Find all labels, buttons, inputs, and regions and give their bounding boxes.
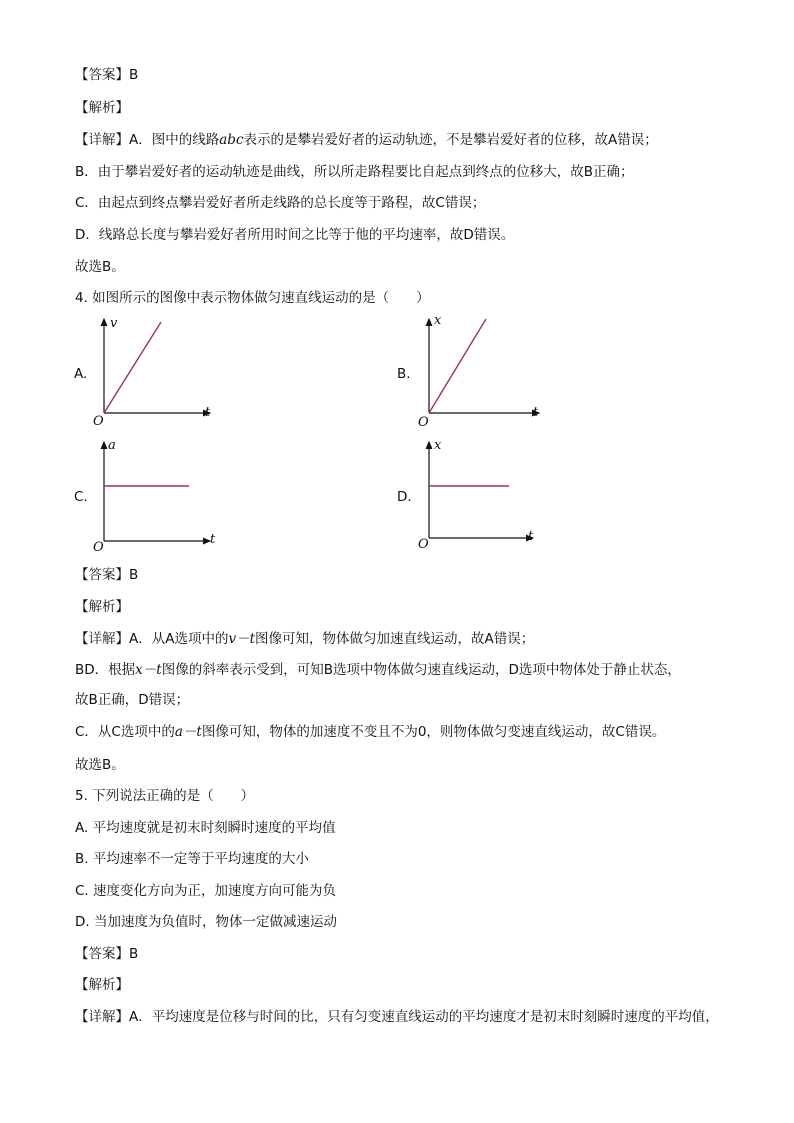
q4-d-y-label: x bbox=[434, 438, 442, 453]
q5-question: 5. 下列说法正确的是（ ） bbox=[75, 788, 255, 804]
q3-detail-a-prefix: 【详解】A．图中的线路 bbox=[75, 132, 220, 148]
a-t-graph bbox=[90, 438, 240, 558]
q4-detail-bd-cont: 故B正确，D错误； bbox=[75, 692, 190, 708]
x-t-graph bbox=[415, 315, 565, 435]
v-t-graph bbox=[90, 315, 240, 435]
q4-option-c-graph bbox=[90, 438, 240, 558]
q4-detail-bd bbox=[75, 661, 681, 679]
q5-answer: 【答案】B bbox=[75, 946, 139, 962]
x-t-line bbox=[429, 319, 486, 413]
q4-detail-c bbox=[75, 723, 665, 741]
x-t-graph-d bbox=[415, 438, 565, 558]
v-t-line bbox=[104, 322, 161, 413]
q4-conclusion: 故选B。 bbox=[75, 757, 125, 773]
q4-b-y-label: x bbox=[434, 313, 442, 328]
q4-option-a-graph bbox=[90, 315, 240, 435]
q5-analysis-heading: 【解析】 bbox=[75, 977, 129, 993]
q4-analysis-heading: 【解析】 bbox=[75, 599, 129, 615]
q5-option-b: B. 平均速率不一定等于平均速度的大小 bbox=[75, 851, 309, 867]
q4-d-x-label: t bbox=[528, 529, 534, 544]
q4-c-x-label: t bbox=[210, 532, 216, 547]
q4-detail-c-prefix: C．从C选项中的 bbox=[75, 724, 175, 740]
q3-analysis-heading: 【解析】 bbox=[75, 100, 129, 116]
q5-option-c: C. 速度变化方向为正，加速度方向可能为负 bbox=[75, 883, 337, 899]
q4-option-c-label: C. bbox=[74, 489, 88, 505]
q4-d-origin: O bbox=[418, 537, 429, 552]
q4-detail-a-math: v－t bbox=[228, 631, 256, 647]
q4-c-y-label: a bbox=[108, 438, 116, 453]
q4-detail-c-math: a－t bbox=[174, 724, 202, 740]
q3-answer: 【答案】B bbox=[75, 67, 139, 83]
q3-detail-d: D．线路总长度与攀岩爱好者所用时间之比等于他的平均速率，故D错误。 bbox=[75, 227, 515, 243]
q3-detail-a bbox=[75, 131, 658, 149]
q4-detail-c-suffix: 图像可知，物体的加速度不变且不为0，则物体做匀变速直线运动，故C错误。 bbox=[201, 724, 666, 740]
q3-detail-b: B．由于攀岩爱好者的运动轨迹是曲线，所以所走路程要比自起点到终点的位移大，故B正确； bbox=[75, 164, 634, 180]
q4-option-d-label: D. bbox=[397, 489, 412, 505]
q4-c-origin: O bbox=[93, 540, 104, 555]
q4-option-b-label: B. bbox=[397, 366, 411, 382]
q4-b-origin: O bbox=[418, 415, 429, 430]
q4-option-b-graph bbox=[415, 315, 565, 435]
q4-option-d-graph bbox=[415, 438, 565, 558]
q4-detail-a bbox=[75, 630, 534, 648]
q4-question: 4. 如图所示的图像中表示物体做匀速直线运动的是（ ） bbox=[75, 290, 430, 306]
q4-detail-bd-prefix: BD．根据 bbox=[75, 662, 136, 678]
q3-conclusion: 故选B。 bbox=[75, 259, 125, 275]
q5-option-d: D. 当加速度为负值时，物体一定做减速运动 bbox=[75, 914, 337, 930]
q5-detail-a: 【详解】A．平均速度是位移与时间的比，只有匀变速直线运动的平均速度才是初末时刻瞬时速度的平均值， bbox=[75, 1009, 719, 1025]
q4-detail-bd-math: x－t bbox=[135, 662, 162, 678]
q4-detail-bd-suffix: 图像的斜率表示受到，可知B选项中物体做匀速直线运动，D选项中物体处于静止状态， bbox=[161, 662, 681, 678]
q4-a-x-label: t bbox=[205, 405, 211, 420]
q5-option-a: A. 平均速度就是初末时刻瞬时速度的平均值 bbox=[75, 820, 336, 836]
q4-detail-a-prefix: 【详解】A．从A选项中的 bbox=[75, 631, 229, 647]
q3-detail-a-suffix: 表示的是攀岩爱好者的运动轨迹，不是攀岩爱好者的位移，故A错误； bbox=[243, 132, 658, 148]
q3-detail-c: C．由起点到终点攀岩爱好者所走线路的总长度等于路程，故C错误； bbox=[75, 195, 486, 211]
q4-option-a-label: A. bbox=[74, 366, 88, 382]
q4-a-origin: O bbox=[93, 414, 104, 429]
q4-answer: 【答案】B bbox=[75, 567, 139, 583]
q3-detail-a-italic: abc bbox=[219, 132, 244, 148]
q4-a-y-label: v bbox=[110, 316, 118, 331]
q4-b-x-label: t bbox=[533, 405, 539, 420]
q4-detail-a-suffix: 图像可知，物体做匀加速直线运动，故A错误； bbox=[255, 631, 535, 647]
